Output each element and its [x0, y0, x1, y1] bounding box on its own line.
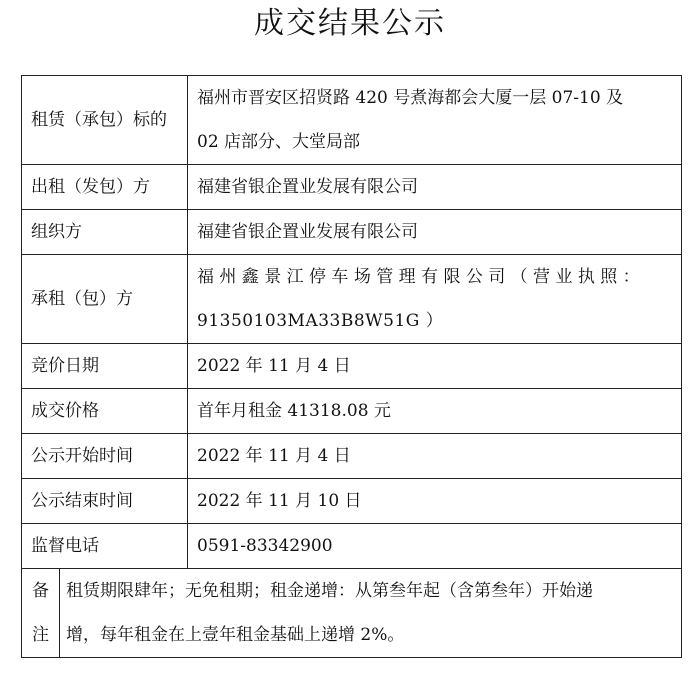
- row-value: 福建省银企置业发展有限公司: [188, 165, 682, 210]
- table-row: [22, 255, 682, 344]
- remark-label: [22, 569, 60, 658]
- remark-line: 租赁期限肆年；无免租期；租金递增：从第叁年起（含第叁年）开始递: [66, 581, 593, 601]
- table-row: [22, 524, 682, 569]
- remark-value: [60, 569, 682, 658]
- table-row: [22, 344, 682, 389]
- row-label: 成交价格: [22, 389, 188, 434]
- row-value: 2022 年 11 月 4 日: [188, 434, 682, 479]
- remark-line: 增，每年租金在上壹年租金基础上递增 2%。: [66, 625, 405, 645]
- remark-label-char: 备: [32, 581, 49, 601]
- table-row: [22, 210, 682, 255]
- table-row: [22, 76, 682, 165]
- result-table: [21, 75, 682, 658]
- row-label: 组织方: [22, 210, 188, 255]
- row-value: [188, 255, 682, 344]
- row-value: 2022 年 11 月 10 日: [188, 479, 682, 524]
- row-value: 0591-83342900: [188, 524, 682, 569]
- remark-label-char: 注: [32, 625, 49, 645]
- page-title: 成交结果公示: [254, 6, 446, 41]
- row-label: 租赁（承包）标的: [22, 76, 188, 165]
- row-value: [188, 76, 682, 165]
- value-line: 福州市晋安区招贤路 420 号煮海都会大厦一层 07-10 及: [197, 88, 624, 108]
- value-line: 91350103MA33B8W51G ）: [197, 311, 444, 331]
- value-line: 福 州 鑫 景 江 停 车 场 管 理 有 限 公 司 （ 营 业 执 照 ：: [197, 267, 640, 287]
- row-value: 福建省银企置业发展有限公司: [188, 210, 682, 255]
- row-label: 承租（包）方: [22, 255, 188, 344]
- row-value: 首年月租金 41318.08 元: [188, 389, 682, 434]
- row-label: 公示结束时间: [22, 479, 188, 524]
- remark-row: [22, 569, 682, 658]
- row-label: 竞价日期: [22, 344, 188, 389]
- table-row: [22, 434, 682, 479]
- table-row: [22, 479, 682, 524]
- table-row: [22, 389, 682, 434]
- row-label: 监督电话: [22, 524, 188, 569]
- row-label: 公示开始时间: [22, 434, 188, 479]
- table-row: [22, 165, 682, 210]
- value-line: 02 店部分、大堂局部: [197, 132, 361, 152]
- row-label: 出租（发包）方: [22, 165, 188, 210]
- row-value: 2022 年 11 月 4 日: [188, 344, 682, 389]
